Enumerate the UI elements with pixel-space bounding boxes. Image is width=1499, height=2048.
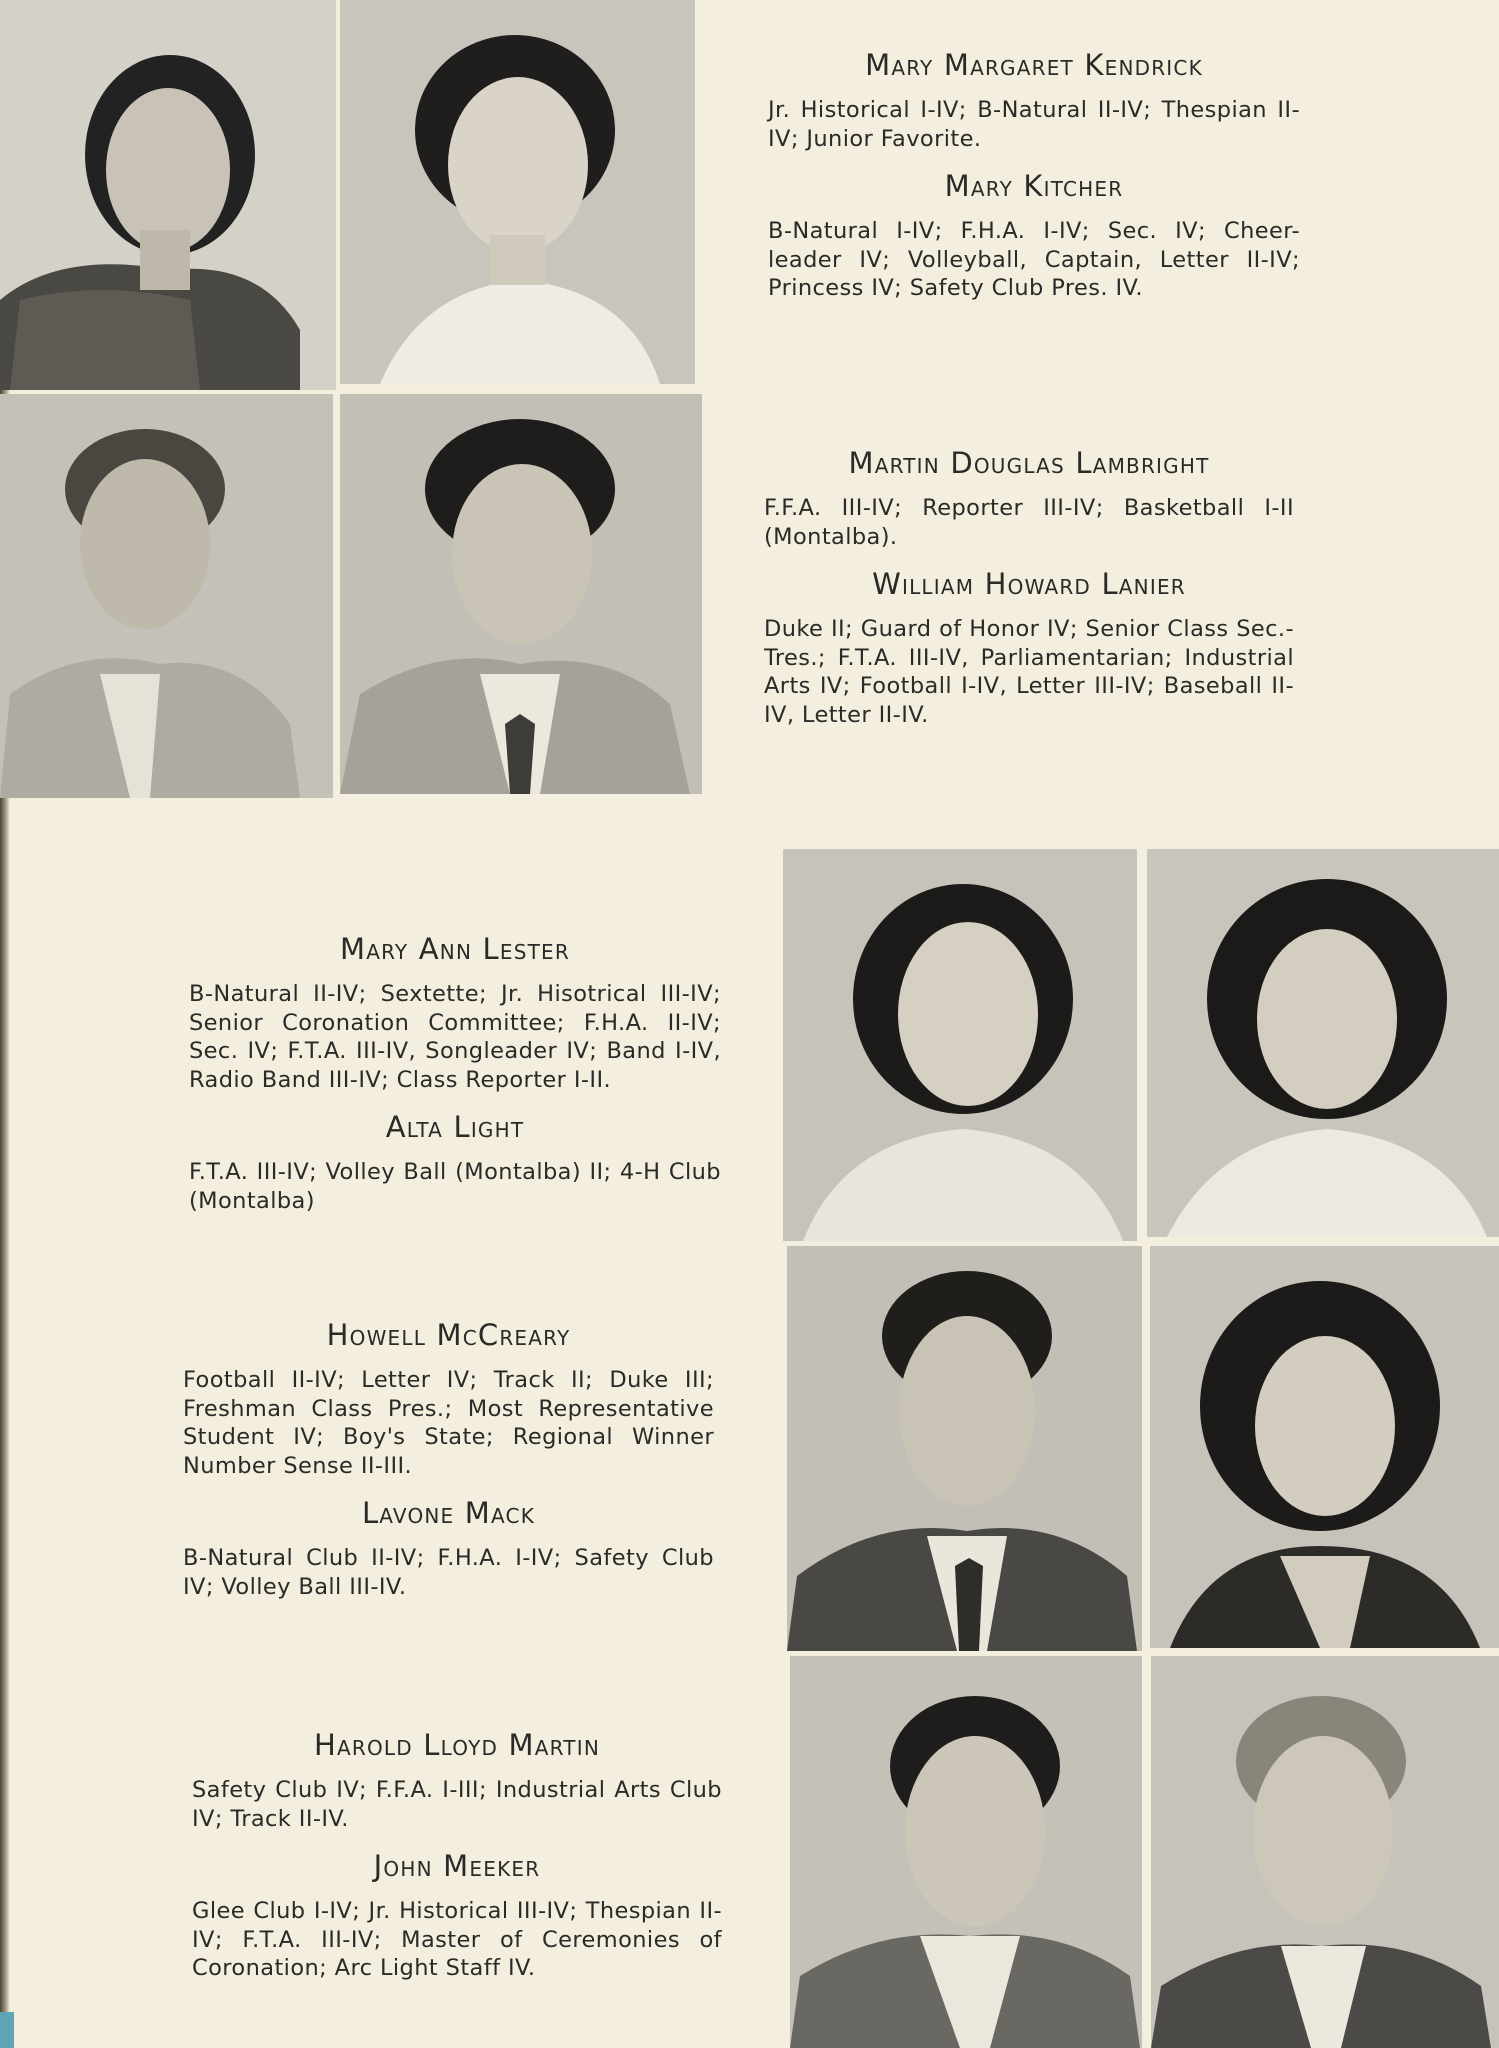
student-entry	[768, 48, 1300, 319]
student-name: Harold Lloyd Martin	[314, 1728, 600, 1762]
portrait-photo-female	[1150, 1246, 1499, 1648]
student-activities: F.T.A. III-IV; Volley Ball (Montalba) II; 4-H Club (Montalba)	[189, 1159, 721, 1214]
portrait-photo-female	[0, 0, 336, 390]
student-activities: Safety Club IV; F.F.A. I-III; Industrial Arts Club IV; Track II-IV.	[192, 1777, 722, 1832]
portrait-photo-male	[790, 1656, 1142, 2048]
student-activities: Duke II; Guard of Honor IV; Senior Class Sec.-Tres.; F.T.A. III-IV, Parliamentarian; Industrial Arts IV; Football I-IV, Letter III-IV; Baseball II-IV, Letter II-IV.	[764, 616, 1294, 728]
student-activities: Football II-IV; Letter IV; Track II; Duke III; Freshman Class Pres.; Most Representative Student IV; Boy's State; Regional Winner Number Sense II-III.	[183, 1367, 714, 1479]
student-entry	[183, 1318, 714, 1617]
student-activities: B-Natural II-IV; Sextette; Jr. Hisotrical III-IV; Senior Coronation Committee; F.H.A. II-IV; Sec. IV; F.T.A. III-IV, Songleader IV; Band I-IV, Radio Band III-IV; Class Reporter I-II.	[189, 981, 721, 1093]
portrait-photo-male	[1151, 1656, 1499, 2048]
page-corner-mark	[0, 2012, 14, 2048]
portrait-photo-male	[340, 394, 702, 794]
portrait-photo-female	[783, 849, 1137, 1241]
student-name: Mary Kitcher	[944, 169, 1124, 203]
student-entry	[192, 1728, 722, 1999]
student-entry	[764, 446, 1294, 745]
student-activities: Glee Club I-IV; Jr. Historical III-IV; Thespian II-IV; F.T.A. III-IV; Master of Ceremonies of Coronation; Arc Light Staff IV.	[192, 1898, 722, 1981]
portrait-photo-male	[0, 394, 333, 798]
student-entry	[189, 932, 721, 1231]
student-name: John Meeker	[373, 1849, 541, 1883]
student-activities: B-Natural Club II-IV; F.H.A. I-IV; Safety Club IV; Volley Ball III-IV.	[183, 1545, 714, 1600]
student-name: Lavone Mack	[361, 1496, 536, 1530]
student-activities: Jr. Historical I-IV; B-Natural II-IV; Thespian II-IV; Junior Favorite.	[768, 97, 1300, 152]
student-name: Mary Ann Lester	[340, 932, 570, 966]
portrait-photo-female	[1147, 849, 1499, 1237]
student-name: Mary Margaret Kendrick	[865, 48, 1203, 82]
student-name: William Howard Lanier	[872, 567, 1186, 601]
student-name: Martin Douglas Lambright	[848, 446, 1210, 480]
student-activities: B-Natural I-IV; F.H.A. I-IV; Sec. IV; Cheer-leader IV; Volleyball, Captain, Letter II-IV; Princess IV; Safety Club Pres. IV.	[768, 218, 1300, 301]
portrait-photo-female	[340, 0, 695, 384]
student-name: Howell McCreary	[326, 1318, 571, 1352]
portrait-photo-male	[787, 1246, 1142, 1651]
student-activities: F.F.A. III-IV; Reporter III-IV; Basketball I-II (Montalba).	[764, 495, 1294, 550]
student-name: Alta Light	[385, 1110, 525, 1144]
